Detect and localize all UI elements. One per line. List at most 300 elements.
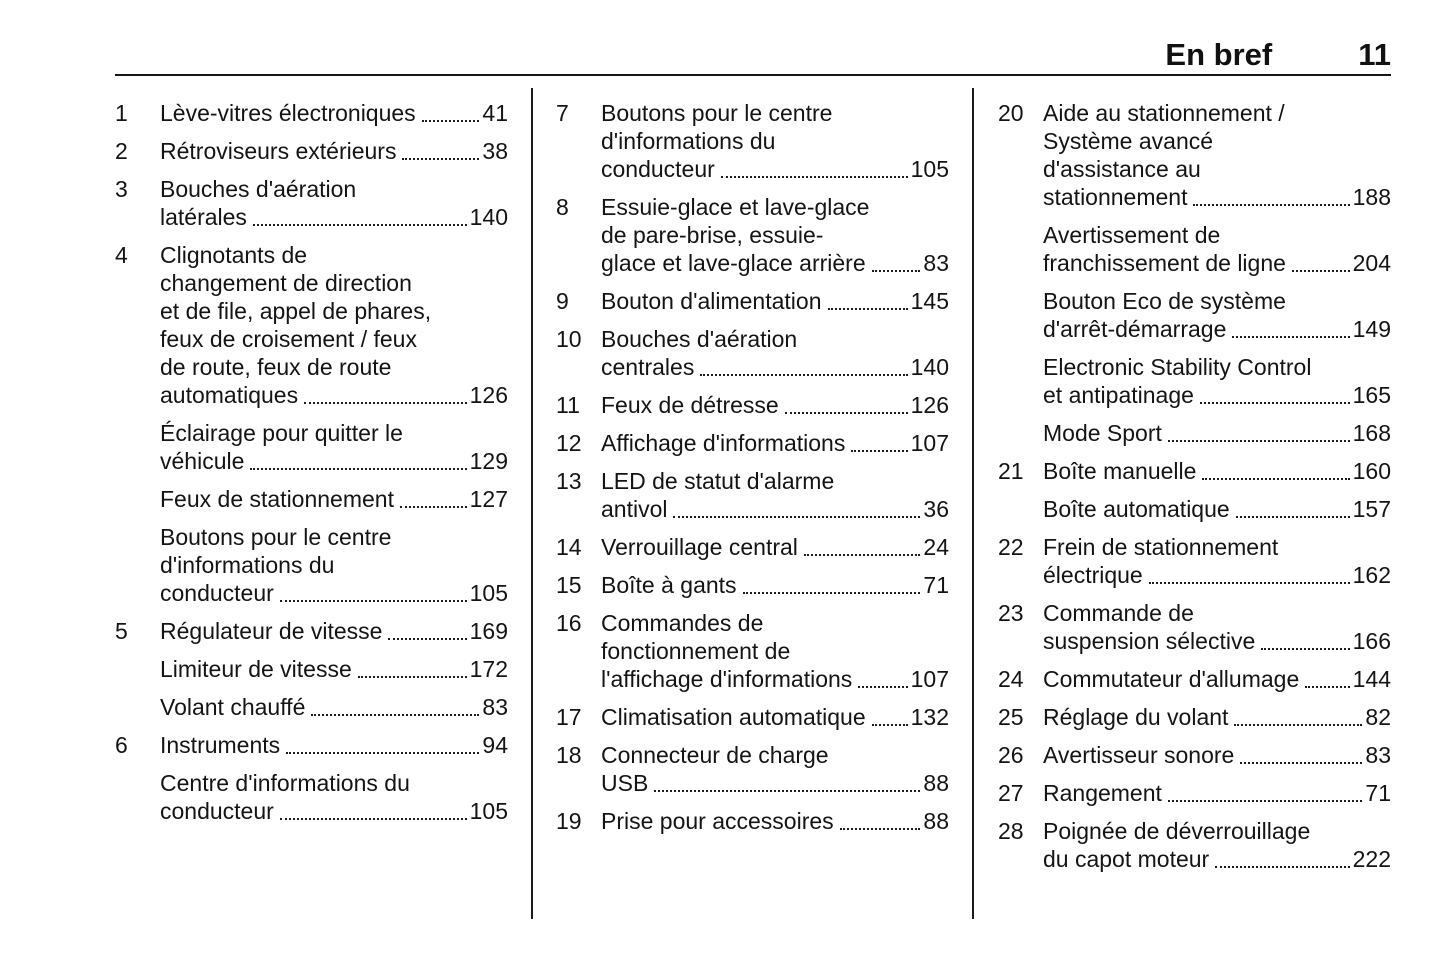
toc-entry	[115, 655, 508, 683]
toc-entry	[556, 571, 949, 599]
toc-entry	[556, 193, 949, 277]
entry-text	[160, 241, 508, 409]
leader-dots	[721, 175, 908, 178]
entry-text-line: Avertissement de	[1043, 222, 1221, 248]
leader-dots	[280, 599, 467, 602]
toc-entry	[998, 817, 1391, 873]
leader-dots	[673, 515, 920, 518]
entry-text-line: conducteur	[160, 580, 274, 606]
toc-entry	[998, 457, 1391, 485]
toc-entry	[556, 533, 949, 561]
entry-text-line: Frein de stationnement	[1043, 534, 1279, 560]
entry-text-line: Bouches d'aération	[160, 176, 357, 202]
entry-page-number: 83	[923, 250, 949, 276]
entry-last-line	[160, 137, 508, 165]
toc-entry	[115, 731, 508, 759]
entry-page-number: 126	[910, 392, 949, 418]
entry-text-line: Commutateur d'allumage	[1043, 666, 1300, 692]
entry-text-line: d'informations du	[601, 128, 776, 154]
entry-text-line: conducteur	[160, 798, 274, 824]
entry-text-line: Bouton Eco de système	[1043, 288, 1286, 314]
entry-number	[998, 419, 1043, 447]
leader-dots	[402, 157, 479, 160]
table-of-contents	[115, 99, 1391, 883]
entry-text-line: Rétroviseurs extérieurs	[160, 138, 397, 164]
entry-text	[601, 533, 949, 561]
entry-last-line	[601, 495, 949, 523]
toc-entry	[556, 741, 949, 797]
entry-number: 3	[115, 176, 128, 202]
leader-dots	[1168, 439, 1350, 442]
entry-text	[601, 287, 949, 315]
entry-text-line: Éclairage pour quitter le	[160, 420, 403, 446]
leader-dots	[828, 307, 908, 310]
entry-number: 12	[556, 430, 582, 456]
entry-page-number: 160	[1352, 458, 1391, 484]
leader-dots	[851, 449, 907, 452]
entry-last-line	[1043, 665, 1391, 693]
entry-text	[160, 655, 508, 683]
entry-page-number: 204	[1352, 250, 1391, 276]
entry-text-line: et de file, appel de phares,	[160, 298, 432, 324]
entry-text-line: électrique	[1043, 562, 1143, 588]
entry-number: 14	[556, 534, 582, 560]
page-header	[1165, 38, 1391, 72]
entry-number: 18	[556, 742, 582, 768]
entry-last-line	[160, 381, 508, 409]
entry-last-line	[601, 287, 949, 315]
entry-text-line: stationnement	[1043, 184, 1188, 210]
entry-text-line: glace et lave-glace arrière	[601, 250, 866, 276]
entry-text	[1043, 99, 1391, 211]
entry-text-line: Prise pour accessoires	[601, 808, 834, 834]
entry-text-line: Régulateur de vitesse	[160, 618, 383, 644]
leader-dots	[1292, 269, 1350, 272]
entry-text-line: Bouton d'alimentation	[601, 288, 822, 314]
entry-last-line	[601, 155, 949, 183]
entry-number	[998, 495, 1043, 523]
entry-number: 2	[115, 138, 128, 164]
entry-text-line: Boîte manuelle	[1043, 458, 1197, 484]
entry-page-number: 83	[482, 694, 508, 720]
entry-text	[1043, 703, 1391, 731]
leader-dots	[280, 817, 467, 820]
entry-text	[601, 391, 949, 419]
entry-text-line: LED de statut d'alarme	[601, 468, 835, 494]
entry-number	[115, 693, 160, 721]
leader-dots	[1305, 685, 1349, 688]
entry-text	[601, 703, 949, 731]
toc-entry	[115, 175, 508, 231]
entry-text-line: d'arrêt-démarrage	[1043, 316, 1227, 342]
entry-text-line: d'informations du	[160, 552, 335, 578]
toc-entry	[556, 429, 949, 457]
entry-number: 13	[556, 468, 582, 494]
toc-entry	[115, 693, 508, 721]
toc-entry	[115, 241, 508, 409]
entry-page-number: 88	[923, 770, 949, 796]
entry-page-number: 82	[1365, 704, 1391, 730]
toc-entry	[115, 99, 508, 127]
toc-entry	[998, 741, 1391, 769]
entry-number: 19	[556, 808, 582, 834]
entry-last-line	[601, 429, 949, 457]
entry-text-line: Boîte automatique	[1043, 496, 1230, 522]
toc-entry	[556, 467, 949, 523]
entry-text	[601, 325, 949, 381]
entry-text	[160, 731, 508, 759]
entry-text-line: Boîte à gants	[601, 572, 737, 598]
entry-page-number: 107	[910, 666, 949, 692]
entry-number: 4	[115, 242, 128, 268]
entry-text-line: Commandes de	[601, 610, 764, 636]
toc-entry	[115, 617, 508, 645]
entry-text-line: latérales	[160, 204, 247, 230]
entry-page-number: 24	[923, 534, 949, 560]
entry-number	[115, 523, 160, 607]
entry-text-line: l'affichage d'informations	[601, 666, 853, 692]
entry-page-number: 165	[1352, 382, 1391, 408]
entry-page-number: 94	[482, 732, 508, 758]
entry-text-line: Connecteur de charge	[601, 742, 829, 768]
entry-page-number: 129	[469, 448, 508, 474]
entry-text-line: Boutons pour le centre	[160, 524, 392, 550]
toc-entry	[115, 769, 508, 825]
leader-dots	[840, 827, 921, 830]
entry-text-line: automatiques	[160, 382, 299, 408]
toc-entry	[115, 523, 508, 607]
entry-page-number: 83	[1365, 742, 1391, 768]
entry-number: 24	[998, 666, 1024, 692]
entry-text	[601, 429, 949, 457]
toc-entry	[998, 665, 1391, 693]
entry-last-line	[601, 571, 949, 599]
entry-number	[998, 353, 1043, 409]
toc-entry	[115, 137, 508, 165]
toc-entry	[556, 391, 949, 419]
entry-last-line	[160, 617, 508, 645]
entry-page-number: 149	[1352, 316, 1391, 342]
entry-text-line: du capot moteur	[1043, 846, 1210, 872]
leader-dots	[253, 223, 467, 226]
leader-dots	[785, 411, 908, 414]
toc-entry	[556, 807, 949, 835]
entry-text	[160, 617, 508, 645]
entry-page-number: 188	[1352, 184, 1391, 210]
entry-text	[601, 467, 949, 523]
leader-dots	[286, 751, 479, 754]
leader-dots	[1234, 723, 1362, 726]
entry-text-line: Essuie-glace et lave-glace	[601, 194, 870, 220]
toc-entry	[998, 703, 1391, 731]
entry-text-line: franchissement de ligne	[1043, 250, 1286, 276]
entry-last-line	[1043, 381, 1391, 409]
entry-last-line	[1043, 249, 1391, 277]
entry-text-line: Avertisseur sonore	[1043, 742, 1235, 768]
leader-dots	[743, 591, 921, 594]
entry-last-line	[1043, 779, 1391, 807]
leader-dots	[250, 467, 466, 470]
entry-number	[115, 485, 160, 513]
entry-page-number: 36	[923, 496, 949, 522]
entry-text	[1043, 817, 1391, 873]
entry-page-number: 38	[482, 138, 508, 164]
entry-number: 1	[115, 100, 128, 126]
entry-text	[1043, 221, 1391, 277]
page-number: 11	[1358, 37, 1391, 72]
entry-text	[601, 609, 949, 693]
entry-page-number: 127	[469, 486, 508, 512]
header-rule	[115, 74, 1391, 76]
leader-dots	[654, 789, 920, 792]
entry-text	[1043, 599, 1391, 655]
entry-number	[115, 769, 160, 825]
toc-entry	[556, 287, 949, 315]
entry-text-line: Lève-vitres électroniques	[160, 100, 416, 126]
entry-text-line: Feux de stationnement	[160, 486, 394, 512]
toc-column	[115, 99, 531, 883]
entry-text-line: Mode Sport	[1043, 420, 1162, 446]
entry-page-number: 166	[1352, 628, 1391, 654]
entry-page-number: 140	[910, 354, 949, 380]
entry-number	[115, 655, 160, 683]
toc-entry	[998, 419, 1391, 447]
entry-page-number: 132	[910, 704, 949, 730]
entry-text-line: conducteur	[601, 156, 715, 182]
leader-dots	[872, 723, 908, 726]
toc-entry	[998, 221, 1391, 277]
entry-page-number: 88	[923, 808, 949, 834]
leader-dots	[311, 713, 479, 716]
entry-text-line: Système avancé	[1043, 128, 1214, 154]
entry-last-line	[601, 769, 949, 797]
toc-entry	[115, 419, 508, 475]
leader-dots	[1236, 515, 1350, 518]
entry-last-line	[601, 703, 949, 731]
leader-dots	[1202, 477, 1349, 480]
toc-entry	[998, 533, 1391, 589]
entry-text-line: feux de croisement / feux	[160, 326, 417, 352]
toc-entry	[998, 779, 1391, 807]
leader-dots	[1215, 865, 1349, 868]
entry-text	[601, 193, 949, 277]
toc-entry	[998, 353, 1391, 409]
leader-dots	[1193, 203, 1349, 206]
entry-last-line	[160, 797, 508, 825]
entry-text	[160, 485, 508, 513]
entry-page-number: 105	[469, 580, 508, 606]
entry-text	[1043, 287, 1391, 343]
entry-last-line	[601, 807, 949, 835]
entry-number	[998, 221, 1043, 277]
entry-text-line: Centre d'informations du	[160, 770, 410, 796]
entry-text-line: Commande de	[1043, 600, 1194, 626]
entry-number: 16	[556, 610, 582, 636]
entry-text	[160, 523, 508, 607]
leader-dots	[1200, 401, 1350, 404]
toc-column	[531, 99, 972, 883]
entry-page-number: 145	[910, 288, 949, 314]
toc-entry	[556, 609, 949, 693]
entry-last-line	[1043, 495, 1391, 523]
entry-last-line	[1043, 703, 1391, 731]
entry-number: 6	[115, 732, 128, 758]
entry-text-line: Climatisation automatique	[601, 704, 866, 730]
leader-dots	[388, 637, 466, 640]
entry-last-line	[160, 99, 508, 127]
entry-page-number: 41	[482, 100, 508, 126]
entry-text-line: Electronic Stability Control	[1043, 354, 1312, 380]
entry-text	[160, 99, 508, 127]
entry-last-line	[160, 579, 508, 607]
entry-text	[1043, 353, 1391, 409]
entry-text-line: Réglage du volant	[1043, 704, 1229, 730]
entry-number: 17	[556, 704, 582, 730]
leader-dots	[1168, 799, 1362, 802]
entry-last-line	[160, 693, 508, 721]
leader-dots	[1261, 647, 1349, 650]
entry-text-line: USB	[601, 770, 649, 796]
entry-number: 11	[556, 392, 580, 418]
leader-dots	[400, 505, 467, 508]
entry-page-number: 172	[469, 656, 508, 682]
entry-number	[998, 287, 1043, 343]
entry-number: 20	[998, 100, 1024, 126]
entry-number: 10	[556, 326, 582, 352]
toc-entry	[556, 99, 949, 183]
toc-entry	[556, 325, 949, 381]
entry-number: 25	[998, 704, 1024, 730]
entry-text	[1043, 741, 1391, 769]
leader-dots	[872, 269, 921, 272]
entry-text	[1043, 665, 1391, 693]
entry-text	[601, 571, 949, 599]
entry-text-line: Bouches d'aération	[601, 326, 798, 352]
entry-text-line: suspension sélective	[1043, 628, 1256, 654]
entry-text	[160, 137, 508, 165]
entry-last-line	[160, 655, 508, 683]
entry-text	[1043, 495, 1391, 523]
entry-text-line: de pare-brise, essuie-	[601, 222, 824, 248]
leader-dots	[804, 553, 921, 556]
entry-number: 27	[998, 780, 1024, 806]
entry-number: 26	[998, 742, 1024, 768]
entry-text	[160, 419, 508, 475]
entry-text-line: Poignée de déverrouillage	[1043, 818, 1311, 844]
entry-page-number: 222	[1352, 846, 1391, 872]
entry-last-line	[601, 665, 949, 693]
entry-last-line	[1043, 183, 1391, 211]
entry-text-line: Boutons pour le centre	[601, 100, 833, 126]
entry-last-line	[601, 353, 949, 381]
entry-number: 7	[556, 100, 569, 126]
entry-page-number: 168	[1352, 420, 1391, 446]
entry-text	[601, 99, 949, 183]
entry-text-line: Affichage d'informations	[601, 430, 846, 456]
entry-number: 23	[998, 600, 1024, 626]
entry-last-line	[160, 447, 508, 475]
toc-entry	[998, 287, 1391, 343]
section-title: En bref	[1165, 37, 1273, 72]
entry-last-line	[160, 485, 508, 513]
entry-text-line: Aide au stationnement /	[1043, 100, 1285, 126]
entry-text-line: Feux de détresse	[601, 392, 779, 418]
toc-entry	[998, 599, 1391, 655]
entry-text-line: d'assistance au	[1043, 156, 1201, 182]
entry-number: 5	[115, 618, 128, 644]
toc-entry	[998, 99, 1391, 211]
leader-dots	[1240, 761, 1362, 764]
entry-last-line	[160, 203, 508, 231]
entry-page-number: 126	[469, 382, 508, 408]
entry-page-number: 162	[1352, 562, 1391, 588]
toc-entry	[115, 485, 508, 513]
entry-last-line	[1043, 627, 1391, 655]
entry-number: 21	[998, 458, 1024, 484]
leader-dots	[700, 373, 907, 376]
entry-page-number: 169	[469, 618, 508, 644]
entry-text	[1043, 533, 1391, 589]
entry-text-line: et antipatinage	[1043, 382, 1194, 408]
leader-dots	[1232, 335, 1349, 338]
entry-page-number: 71	[923, 572, 949, 598]
entry-text-line: changement de direction	[160, 270, 412, 296]
leader-dots	[858, 685, 907, 688]
leader-dots	[1149, 581, 1350, 584]
leader-dots	[358, 675, 467, 678]
entry-number: 9	[556, 288, 569, 314]
entry-page-number: 140	[469, 204, 508, 230]
leader-dots	[422, 119, 480, 122]
entry-last-line	[1043, 741, 1391, 769]
entry-page-number: 144	[1352, 666, 1391, 692]
leader-dots	[304, 401, 467, 404]
entry-last-line	[601, 533, 949, 561]
entry-last-line	[1043, 845, 1391, 873]
toc-entry	[998, 495, 1391, 523]
entry-text-line: Verrouillage central	[601, 534, 798, 560]
entry-text	[601, 741, 949, 797]
entry-text-line: Rangement	[1043, 780, 1162, 806]
entry-text-line: Volant chauffé	[160, 694, 306, 720]
entry-number	[115, 419, 160, 475]
toc-column	[972, 99, 1391, 883]
entry-text	[1043, 779, 1391, 807]
entry-text	[160, 693, 508, 721]
entry-text	[160, 175, 508, 231]
entry-page-number: 157	[1352, 496, 1391, 522]
entry-page-number: 107	[910, 430, 949, 456]
entry-last-line	[1043, 315, 1391, 343]
entry-text-line: centrales	[601, 354, 695, 380]
entry-page-number: 105	[910, 156, 949, 182]
entry-number: 22	[998, 534, 1024, 560]
entry-text	[601, 807, 949, 835]
entry-last-line	[601, 249, 949, 277]
entry-text	[1043, 419, 1391, 447]
entry-text	[160, 769, 508, 825]
entry-number: 28	[998, 818, 1024, 844]
entry-last-line	[601, 391, 949, 419]
entry-text-line: véhicule	[160, 448, 245, 474]
entry-number: 8	[556, 194, 569, 220]
entry-page-number: 71	[1365, 780, 1391, 806]
entry-last-line	[1043, 419, 1391, 447]
entry-text-line: Limiteur de vitesse	[160, 656, 352, 682]
entry-page-number: 105	[469, 798, 508, 824]
entry-text-line: Instruments	[160, 732, 281, 758]
toc-entry	[556, 703, 949, 731]
